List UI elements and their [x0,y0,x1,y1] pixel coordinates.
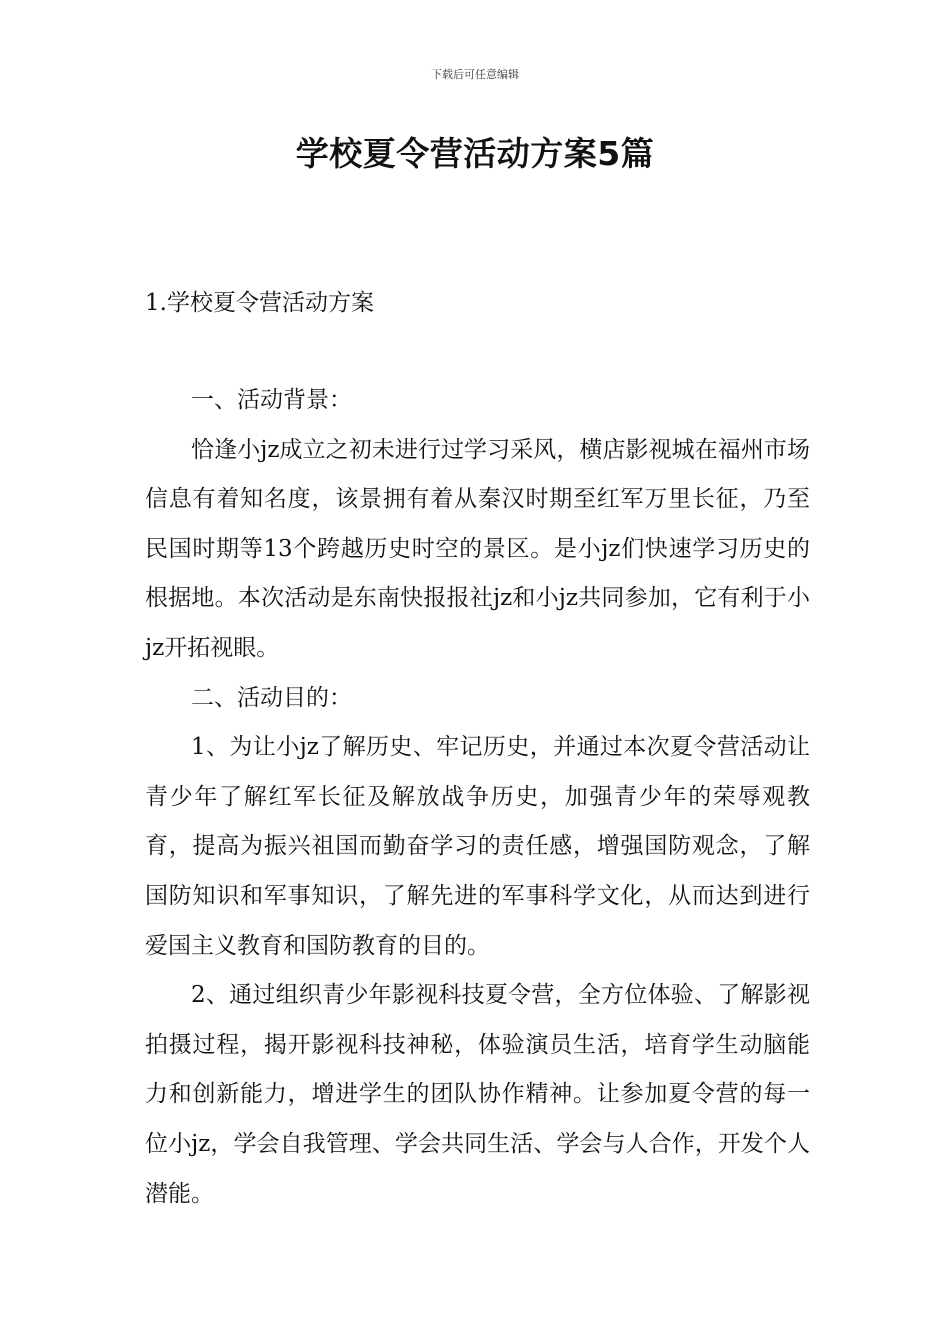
paragraph-background: 恰逢小jz成立之初未进行过学习采风，横店影视城在福州市场信息有着知名度，该景拥有着从秦汉时期至红军万里长征，乃至民国时期等13个跨越历史时空的景区。是小jz们快速学习历史的根据地。本次活动是东南快报报社jz和小jz共同参加，它有利于小jz开拓视眼。 [145,436,810,661]
document-title: 学校夏令营活动方案5篇 [295,134,655,173]
heading-background: 一、活动背景： [191,387,352,413]
section-heading: 1.学校夏令营活动方案 [145,290,374,316]
paragraph-purpose-2: 2、通过组织青少年影视科技夏令营，全方位体验、了解影视拍摄过程，揭开影视科技神秘，体验演员生活，培育学生动脑能力和创新能力，增进学生的团队协作精神。让参加夏令营的每一位小jz，学会自我管理、学会共同生活、学会与人合作，开发个人潜能。 [145,982,810,1207]
heading-purpose: 二、活动目的： [191,684,352,711]
document-body [145,376,810,1219]
paragraph-purpose-1: 1、为让小jz了解历史、牢记历史，并通过本次夏令营活动让青少年了解红军长征及解放战争历史，加强青少年的荣辱观教育，提高为振兴祖国而勤奋学习的责任感，增强国防观念，了解国防知识和军事知识，了解先进的军事科学文化，从而达到进行爱国主义教育和国防教育的目的。 [145,734,810,959]
header-note: 下载后可任意编辑 [431,68,519,81]
